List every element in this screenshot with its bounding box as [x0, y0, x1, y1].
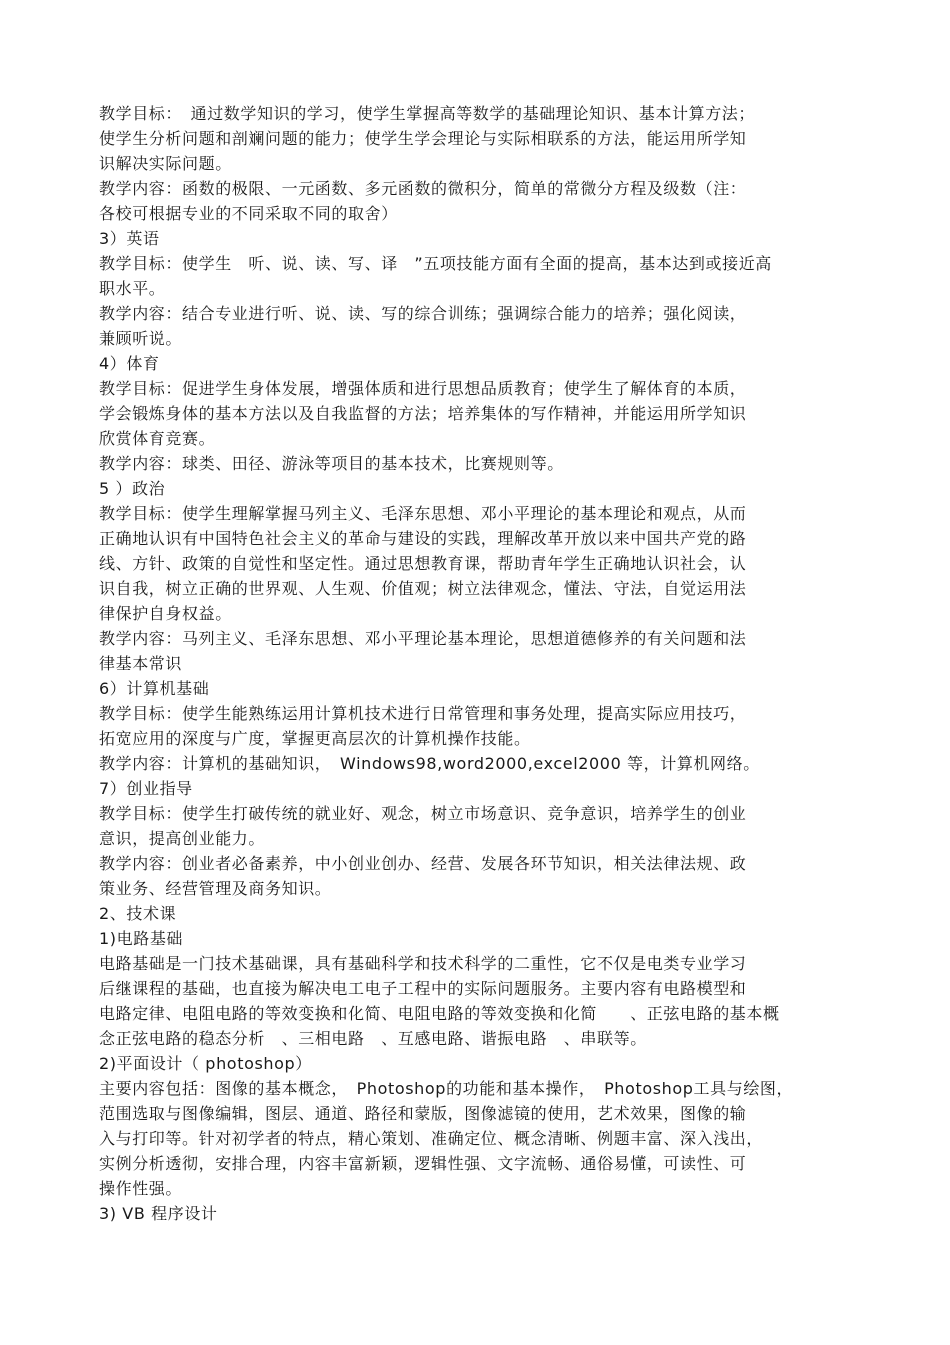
text-line: 拓宽应用的深度与广度，掌握更高层次的计算机操作技能。 — [99, 729, 531, 748]
text-line: 教学目标：使学生打破传统的就业好、观念，树立市场意识、竞争意识，培养学生的创业 — [99, 804, 747, 823]
section-heading: 3) VB 程序设计 — [99, 1204, 218, 1223]
text-line: 兼顾听说。 — [99, 329, 183, 348]
text-line: 各校可根据专业的不同采取不同的取舍） — [99, 204, 398, 223]
text-line: 电路定律、电阻电路的等效变换和化简、电阻电路的等效变换和化简 、正弦电路的基本概 — [99, 1004, 780, 1023]
text-line: 律基本常识 — [99, 654, 183, 673]
text-line: 教学目标：使学生理解掌握马列主义、毛泽东思想、邓小平理论的基本理论和观点，从而 — [99, 504, 747, 523]
text-line: 学会锻炼身体的基本方法以及自我监督的方法；培养集体的写作精神，并能运用所学知识 — [99, 404, 747, 423]
section-heading: 3）英语 — [99, 229, 160, 248]
text-line: 意识，提高创业能力。 — [99, 829, 266, 848]
text-line: 教学内容：球类、田径、游泳等项目的基本技术，比赛规则等。 — [99, 454, 564, 473]
text-line: 欣赏体育竞赛。 — [99, 429, 216, 448]
text-line: 操作性强。 — [99, 1179, 183, 1198]
text-line: 电路基础是一门技术基础课，具有基础科学和技术科学的二重性，它不仅是电类专业学习 — [99, 954, 747, 973]
text-line: 教学目标：促进学生身体发展，增强体质和进行思想品质教育；使学生了解体育的本质， — [99, 379, 747, 398]
text-line: 实例分析透彻，安排合理，内容丰富新颖，逻辑性强、文字流畅、通俗易懂，可读性、可 — [99, 1154, 747, 1173]
text-line: 策业务、经营管理及商务知识。 — [99, 879, 332, 898]
text-line: 教学内容：创业者必备素养，中小创业创办、经营、发展各环节知识，相关法律法规、政 — [99, 854, 747, 873]
text-line: 教学目标：使学生能熟练运用计算机技术进行日常管理和事务处理，提高实际应用技巧， — [99, 704, 747, 723]
section-heading: 7）创业指导 — [99, 779, 193, 798]
text-line: 入与打印等。针对初学者的特点，精心策划、准确定位、概念清晰、例题丰富、深入浅出， — [99, 1129, 764, 1148]
section-heading: 4）体育 — [99, 354, 160, 373]
text-line: 识解决实际问题。 — [99, 154, 232, 173]
text-line: 识自我，树立正确的世界观、人生观、价值观；树立法律观念，懂法、守法，自觉运用法 — [99, 579, 747, 598]
text-line: 范围选取与图像编辑，图层、通道、路径和蒙版，图像滤镜的使用，艺术效果，图像的输 — [99, 1104, 747, 1123]
text-line: 教学目标： 通过数学知识的学习，使学生掌握高等数学的基础理论知识、基本计算方法； — [99, 104, 756, 123]
section-heading: 5 ）政治 — [99, 479, 166, 498]
text-line: 主要内容包括：图像的基本概念， Photoshop的功能和基本操作， Photoshop工具与绘图， — [99, 1079, 794, 1098]
section-heading: 6）计算机基础 — [99, 679, 210, 698]
text-line: 教学内容：计算机的基础知识， Windows98,word2000,excel2000 等，计算机网络。 — [99, 754, 760, 773]
text-line: 使学生分析问题和剖斓问题的能力；使学生学会理论与实际相联系的方法，能运用所学知 — [99, 129, 747, 148]
text-line: 教学内容：函数的极限、一元函数、多元函数的微积分，简单的常微分方程及级数（注： — [99, 179, 747, 198]
text-line: 律保护自身权益。 — [99, 604, 232, 623]
text-line: 教学目标：使学生 听、说、读、写、译 ”五项技能方面有全面的提高，基本达到或接近高 — [99, 254, 772, 273]
section-heading: 2、技术课 — [99, 904, 177, 923]
text-line: 教学内容：马列主义、毛泽东思想、邓小平理论基本理论，思想道德修养的有关问题和法 — [99, 629, 747, 648]
text-line: 念正弦电路的稳态分析 、三相电路 、互感电路、谐振电路 、串联等。 — [99, 1029, 647, 1048]
section-heading: 1)电路基础 — [99, 929, 184, 948]
text-line: 职水平。 — [99, 279, 166, 298]
text-line: 线、方针、政策的自觉性和坚定性。通过思想教育课，帮助青年学生正确地认识社会，认 — [99, 554, 747, 573]
text-line: 后继课程的基础，也直接为解决电工电子工程中的实际问题服务。主要内容有电路模型和 — [99, 979, 747, 998]
section-heading: 2)平面设计（ photoshop） — [99, 1054, 312, 1073]
text-line: 正确地认识有中国特色社会主义的革命与建设的实践，理解改革开放以来中国共产党的路 — [99, 529, 747, 548]
text-line: 教学内容：结合专业进行听、说、读、写的综合训练；强调综合能力的培养；强化阅读， — [99, 304, 747, 323]
